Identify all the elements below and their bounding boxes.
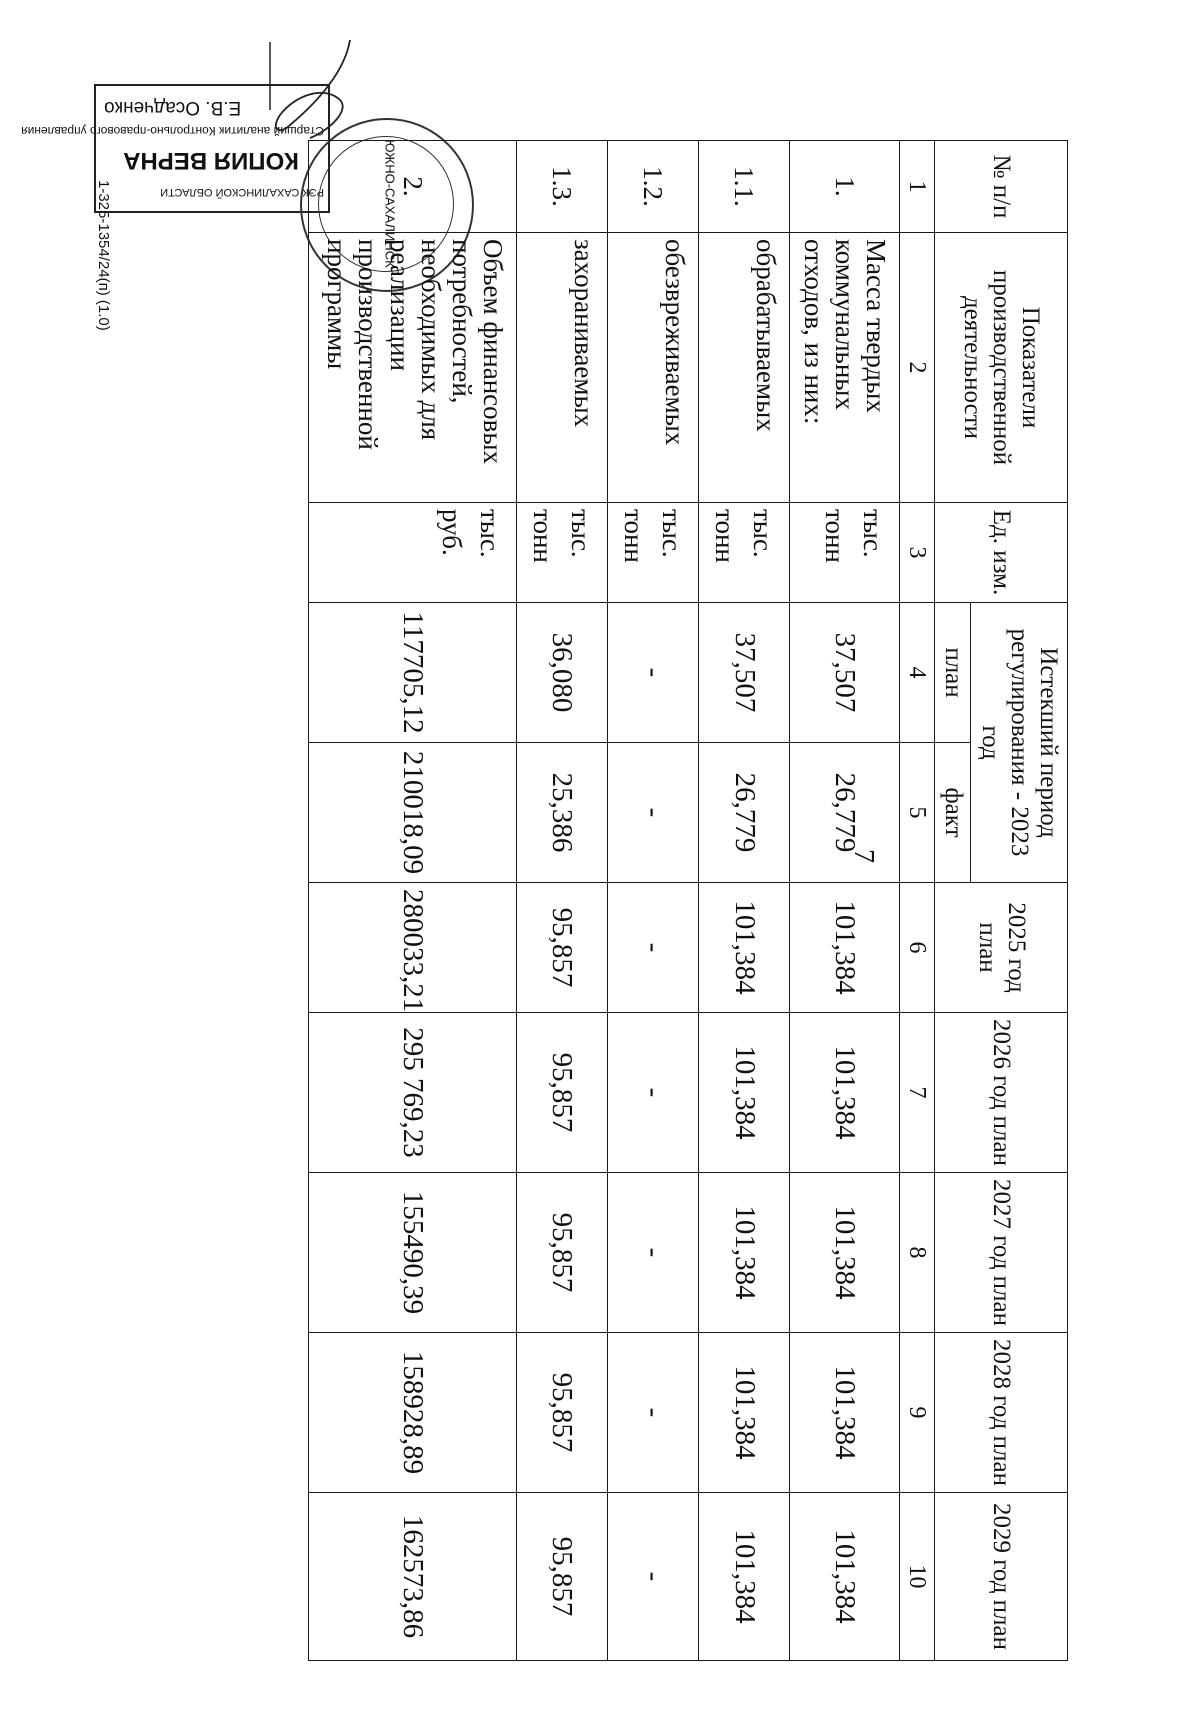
row-value: 26,779 xyxy=(698,743,789,883)
table-row xyxy=(698,141,789,1661)
row-value: 162573,86 xyxy=(309,1493,517,1661)
header-fact: факт xyxy=(934,743,970,883)
stamp-position: Старший аналитик Контрольно-правового управления xyxy=(21,124,324,138)
column-number: 4 xyxy=(899,603,934,743)
row-value: 101,384 xyxy=(698,1333,789,1493)
row-value: 95,857 xyxy=(516,1013,607,1173)
column-number: 6 xyxy=(899,883,934,1013)
row-value: 101,384 xyxy=(698,883,789,1013)
row-value: - xyxy=(607,883,698,1013)
header-2028: 2028 год план xyxy=(934,1333,1067,1493)
rotated-table-container xyxy=(308,140,1068,1660)
row-indicator: захораниваемых xyxy=(516,233,607,503)
row-value: 25,386 xyxy=(516,743,607,883)
row-unit: тыс. тонн xyxy=(607,503,698,603)
row-value: 210018,09 xyxy=(309,743,517,883)
row-value: - xyxy=(607,603,698,743)
row-value: 95,857 xyxy=(516,1333,607,1493)
row-unit: тыс. тонн xyxy=(516,503,607,603)
row-value: 101,384 xyxy=(790,1013,900,1173)
header-2027: 2027 год план xyxy=(934,1173,1067,1333)
column-number: 9 xyxy=(899,1333,934,1493)
stamp-title: КОПИЯ ВЕРНА xyxy=(123,147,299,174)
header-2029: 2029 год план xyxy=(934,1493,1067,1661)
column-number: 8 xyxy=(899,1173,934,1333)
row-value: 101,384 xyxy=(790,1493,900,1661)
row-number: 1.3. xyxy=(516,141,607,233)
row-value: - xyxy=(607,1493,698,1661)
row-indicator: обезвреживаемых xyxy=(607,233,698,503)
row-value: 95,857 xyxy=(516,1173,607,1333)
row-value: 101,384 xyxy=(698,1493,789,1661)
table-row xyxy=(309,141,517,1661)
row-value: 26,779 xyxy=(790,743,900,883)
row-value: 101,384 xyxy=(698,1173,789,1333)
row-value: - xyxy=(607,1013,698,1173)
row-unit: тыс. руб. xyxy=(309,503,517,603)
column-number: 1 xyxy=(899,141,934,233)
production-program-table xyxy=(308,140,1068,1661)
row-value: 295 769,23 xyxy=(309,1013,517,1173)
row-value: 95,857 xyxy=(516,1493,607,1661)
row-value: 117705,12 xyxy=(309,603,517,743)
row-unit: тыс. тонн xyxy=(790,503,900,603)
row-number: 2. xyxy=(309,141,517,233)
row-value: 101,384 xyxy=(698,1013,789,1173)
header-plan: план xyxy=(934,603,970,743)
row-number: 1.1. xyxy=(698,141,789,233)
row-indicator: Масса твердых коммунальных отходов, из них: xyxy=(790,233,900,503)
signature xyxy=(250,30,380,150)
row-value: - xyxy=(607,1173,698,1333)
row-value: - xyxy=(607,743,698,883)
row-value: 155490,39 xyxy=(309,1173,517,1333)
column-number-row xyxy=(899,141,934,1661)
header-2026: 2026 год план xyxy=(934,1013,1067,1173)
header-indicator: Показатели производственной деятельности xyxy=(934,233,1067,503)
row-number: 1. xyxy=(790,141,900,233)
doc-reference: 1-325-1354/24(п) (1.0) xyxy=(95,180,112,331)
row-value: 36,080 xyxy=(516,603,607,743)
header-current-period: Истекший период регулирования - 2023 год xyxy=(970,603,1067,883)
row-value: 95,857 xyxy=(516,883,607,1013)
row-value: 101,384 xyxy=(790,1333,900,1493)
stamp-org: РЭК САХАЛИНСКОЙ ОБЛАСТИ xyxy=(160,186,324,198)
page-number: 7 xyxy=(848,849,879,863)
row-value: 37,507 xyxy=(698,603,789,743)
column-number: 7 xyxy=(899,1013,934,1173)
column-number: 3 xyxy=(899,503,934,603)
row-value: - xyxy=(607,1333,698,1493)
row-indicator: Объем финансовых потребностей, необходимых для реализации производственной программы xyxy=(309,233,517,503)
column-number: 10 xyxy=(899,1493,934,1661)
header-num: № п/п xyxy=(934,141,1067,233)
table-row xyxy=(516,141,607,1661)
row-value: 37,507 xyxy=(790,603,900,743)
row-indicator: обрабатываемых xyxy=(698,233,789,503)
row-value: 101,384 xyxy=(790,1173,900,1333)
stamp-signer: Е.В. Осадченко xyxy=(104,97,242,118)
row-number: 1.2. xyxy=(607,141,698,233)
row-unit: тыс. тонн xyxy=(698,503,789,603)
table-row xyxy=(607,141,698,1661)
header-row xyxy=(970,141,1067,1661)
table-row xyxy=(790,141,900,1661)
seal-text: ЮЖНО-САХАЛИНСК xyxy=(382,139,398,268)
column-number: 5 xyxy=(899,743,934,883)
header-2025: 2025 год план xyxy=(934,883,1067,1013)
row-value: 101,384 xyxy=(790,883,900,1013)
column-number: 2 xyxy=(899,233,934,503)
row-value: 280033,21 xyxy=(309,883,517,1013)
row-value: 158928,89 xyxy=(309,1333,517,1493)
header-unit: Ед. изм. xyxy=(934,503,1067,603)
